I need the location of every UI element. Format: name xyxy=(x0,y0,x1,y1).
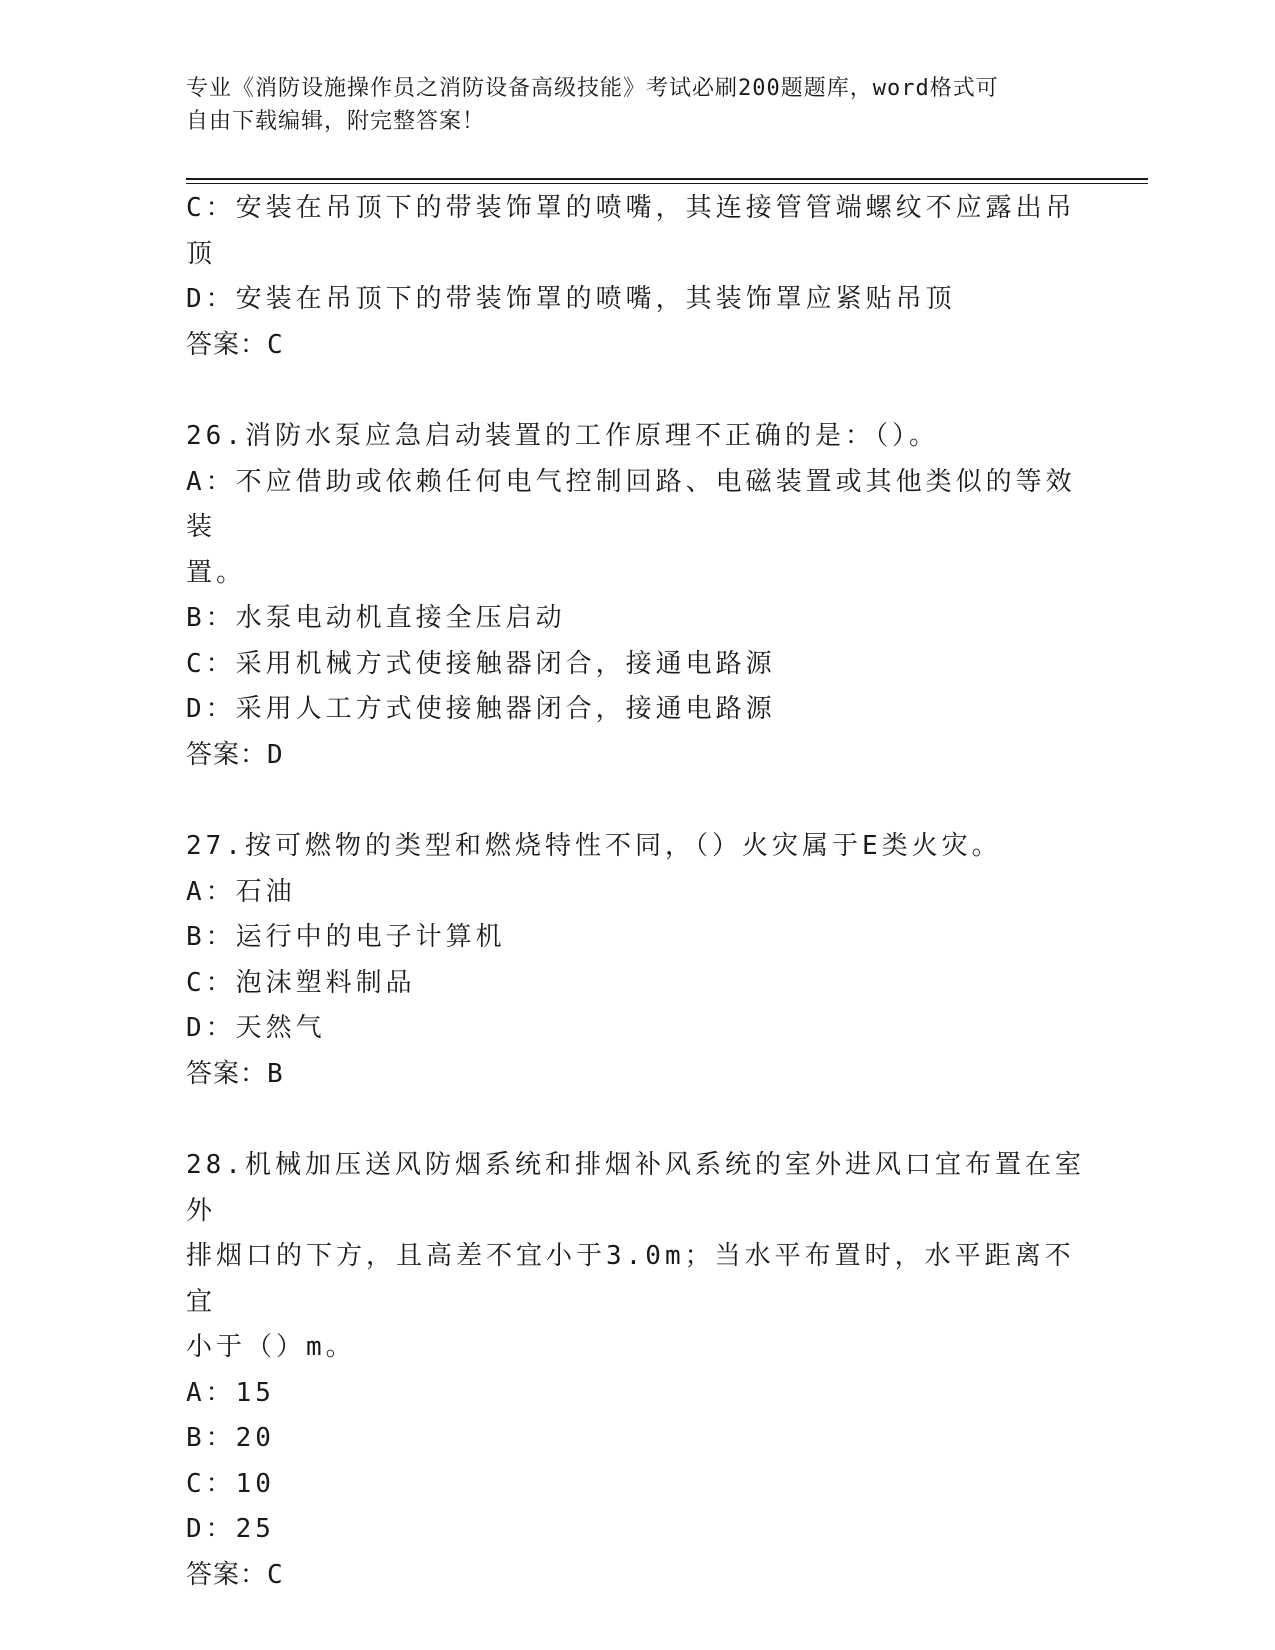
spacer xyxy=(186,778,1086,824)
spacer xyxy=(186,368,1086,414)
question-28 xyxy=(186,1143,1086,1598)
option-a: A：15 xyxy=(186,1377,275,1408)
question-stem: 28.机械加压送风防烟系统和排烟补风系统的室外进风口宜布置在室外 xyxy=(186,1150,1085,1226)
option-b: B：20 xyxy=(186,1423,275,1453)
question-stem-continued: 小于（）m。 xyxy=(186,1332,356,1362)
answer-line: 答案：D xyxy=(186,739,284,770)
option-c: C：安装在吊顶下的带装饰罩的喷嘴，其连接管管端螺纹不应露出吊顶 xyxy=(186,193,1076,269)
spacer xyxy=(186,1097,1086,1143)
header-title-line-1: 专业《消防设施操作员之消防设备高级技能》考试必刷200题题库，word格式可 xyxy=(186,76,999,101)
answer-line: 答案：C xyxy=(186,329,284,360)
option-c: C：采用机械方式使接触器闭合，接通电路源 xyxy=(186,648,776,679)
option-d: D：安装在吊顶下的带装饰罩的喷嘴，其装饰罩应紧贴吊顶 xyxy=(186,284,956,314)
question-27 xyxy=(186,824,1086,1097)
option-a: A：石油 xyxy=(186,876,296,907)
question-list xyxy=(186,186,1086,1598)
header-title-line-2: 自由下载编辑，附完整答案！ xyxy=(186,109,486,134)
question-stem-continued: 排烟口的下方，且高差不宜小于3.0m；当水平布置时，水平距离不宜 xyxy=(186,1241,1075,1317)
option-c: C：10 xyxy=(186,1468,275,1499)
option-a-continued: 置。 xyxy=(186,557,247,588)
option-d: D：天然气 xyxy=(186,1013,326,1043)
header-divider-thick xyxy=(186,178,1148,180)
option-c: C：泡沫塑料制品 xyxy=(186,967,416,998)
option-b: B：水泵电动机直接全压启动 xyxy=(186,603,566,633)
header-divider-thin xyxy=(186,183,1148,184)
option-a: A：不应借助或依赖任何电气控制回路、电磁装置或其他类似的等效装 xyxy=(186,466,1076,542)
option-d: D：25 xyxy=(186,1514,275,1544)
answer-line: 答案：B xyxy=(186,1058,284,1089)
option-d: D：采用人工方式使接触器闭合，接通电路源 xyxy=(186,694,776,724)
question-stem: 27.按可燃物的类型和燃烧特性不同，（）火灾属于E类火灾。 xyxy=(186,831,1002,861)
question-26 xyxy=(186,414,1086,778)
option-b: B：运行中的电子计算机 xyxy=(186,922,506,952)
document-header xyxy=(186,72,1066,138)
carryover-question xyxy=(186,186,1086,368)
question-stem: 26.消防水泵应急启动装置的工作原理不正确的是：（）。 xyxy=(186,421,939,451)
answer-line: 答案：C xyxy=(186,1559,284,1590)
